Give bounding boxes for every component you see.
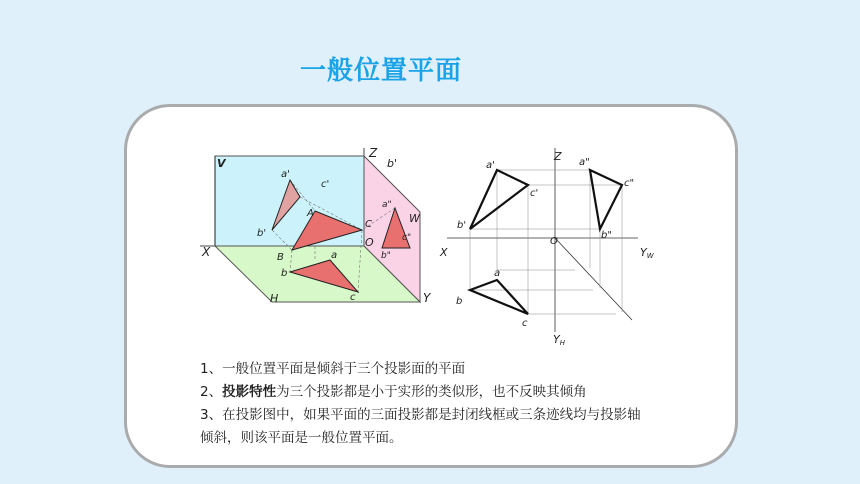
ortho-label-a-dprime: a" <box>579 157 590 168</box>
label-Y: Y <box>423 291 431 305</box>
label-C: C <box>365 219 372 230</box>
label-B: B <box>277 252 284 263</box>
side-view-triangle <box>590 170 622 229</box>
front-view-triangle <box>470 170 528 229</box>
label-a-prime: a' <box>281 169 290 180</box>
label-V: V <box>217 157 226 170</box>
point-3-line-2: 倾斜，则该平面是一般位置平面。 <box>200 430 403 446</box>
label-b-prime: b' <box>257 228 267 239</box>
point-1: 1、一般位置平面是倾斜于三个投影面的平面 <box>200 361 466 377</box>
label-b: b <box>281 268 288 279</box>
ortho-label-c-dprime: c" <box>624 178 635 189</box>
label-a: a <box>331 250 338 261</box>
label-b-dprime: b" <box>381 251 391 261</box>
label-bw-top: b' <box>387 157 398 170</box>
label-c: c <box>350 292 356 303</box>
ortho-label-b-dprime: b" <box>601 230 612 241</box>
ortho-label-b: b <box>456 296 463 307</box>
label-A: A <box>307 208 314 219</box>
point-2-prefix: 2、 <box>200 384 223 400</box>
label-O: O <box>365 236 374 249</box>
point-2-keyword: 投影特性 <box>222 384 277 400</box>
ortho-label-b-prime: b' <box>457 220 467 231</box>
pictorial-diagram <box>200 146 432 305</box>
ortho-label-c-prime: c' <box>530 188 539 199</box>
ortho-label-YH: YH <box>553 333 565 347</box>
explanation-text <box>200 358 641 450</box>
point-2 <box>200 381 641 403</box>
label-X: X <box>202 245 211 259</box>
label-a-dprime: a" <box>382 200 392 210</box>
ortho-label-YW: YW <box>640 246 654 260</box>
label-c-prime: c' <box>321 179 330 190</box>
top-view-triangle <box>470 280 528 314</box>
page-title: 一般位置平面 <box>300 56 463 86</box>
ortho-label-X: X <box>440 246 448 259</box>
label-W: W <box>409 212 420 225</box>
label-H: H <box>270 292 279 305</box>
label-c-dprime: c" <box>402 233 412 243</box>
ortho-label-O: O <box>550 236 558 247</box>
ortho-label-c: c <box>522 318 528 329</box>
ortho-label-a: a <box>494 268 501 279</box>
yh-yw-miter <box>555 238 632 320</box>
orthographic-diagram <box>439 148 655 347</box>
point-2-rest: 为三个投影都是小于实形的类似形，也不反映其倾角 <box>276 384 587 400</box>
point-3-line-1: 3、在投影图中，如果平面的三面投影都是封闭线框或三条迹线均与投影轴 <box>200 407 641 423</box>
ortho-label-Z: Z <box>554 150 562 163</box>
label-Z: Z <box>369 146 378 160</box>
ortho-label-a-prime: a' <box>486 160 495 171</box>
